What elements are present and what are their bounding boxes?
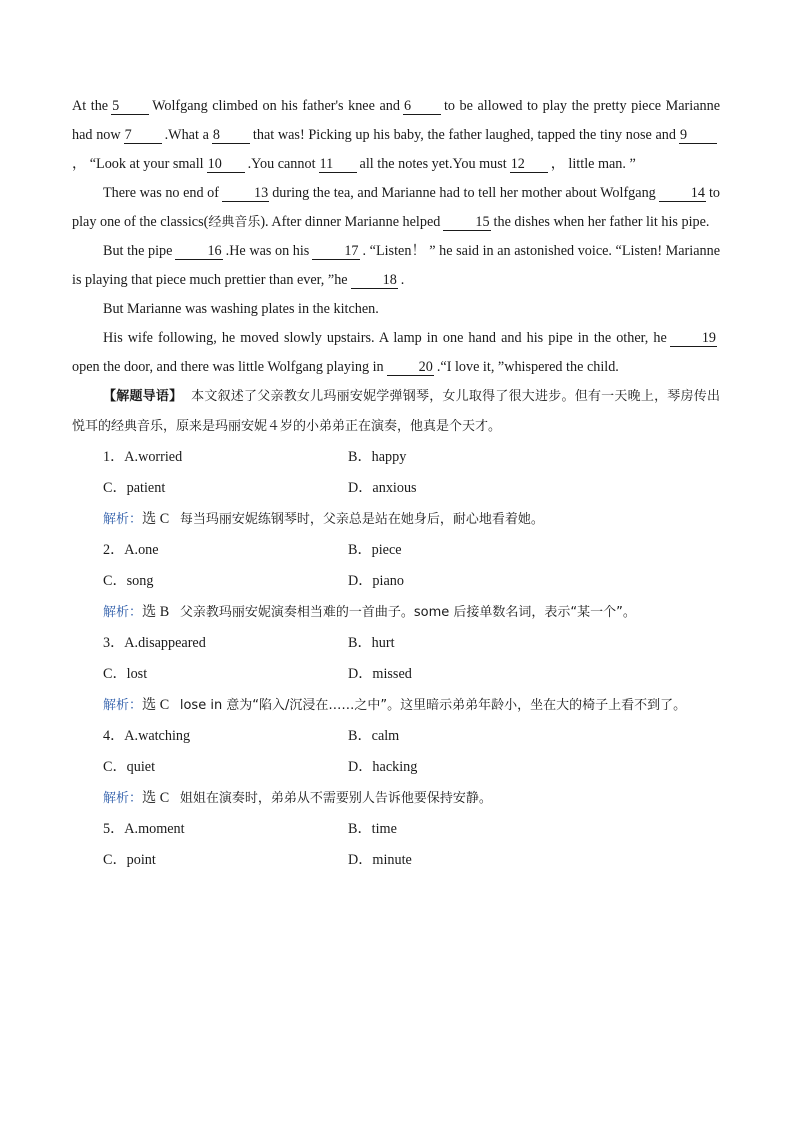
options-row [72,628,720,659]
passage-paragraph-5 [72,324,720,382]
answer-explanation [72,597,720,628]
page-content [72,92,720,876]
answer-explanation [72,783,720,814]
options-row [72,535,720,566]
options-row [72,442,720,473]
option-d[interactable]: D．piano [348,573,404,589]
text: .What a [164,127,209,143]
blank-5: 5 [111,99,149,115]
answer-label: 解析： [103,512,143,527]
text: Wolfgang climbed on his father's knee and [152,98,400,114]
blank-14: 14 [659,186,706,202]
text: ， “Look at your small [72,156,204,172]
options-row [72,659,720,690]
answer-explanation [72,690,720,721]
blank-17: 17 [312,244,359,260]
blank-9: 9 [679,128,717,144]
answer-label: 解析： [103,698,143,713]
option-d[interactable]: D．minute [348,852,412,868]
text: But Marianne was washing plates in the kitchen. [103,301,379,317]
blank-16: 16 [175,244,222,260]
answer-explanation [72,504,720,535]
guide-label: 【解题导语】 [103,389,183,404]
options-row [72,473,720,504]
text: But the pipe [103,243,173,259]
option-a[interactable]: 3．A.disappeared [103,635,206,651]
text: open the door, and there was little Wolfgang playing in [72,359,384,375]
options-row [72,752,720,783]
answer-choice: 选 B [142,604,170,620]
text: At the [72,98,109,114]
blank-19: 19 [670,331,717,347]
options-row [72,845,720,876]
text: all the notes yet.You must [359,156,507,172]
blank-10: 10 [207,157,245,173]
guide-text: 本文叙述了父亲教女儿玛丽安妮学弹钢琴，女儿取得了很大进步。但有一天晚上，琴房传出悦耳的经典音乐，原来是玛丽安妮４岁的小弟弟正在演奏，他真是个天才。 [72,389,720,434]
option-a[interactable]: 4．A.watching [103,728,191,744]
passage-paragraph-2 [72,179,720,237]
text: ， little man. ” [550,156,636,172]
text: . “Listen！ ” he said in an astonished voice. “Listen! Marianne is playing that piece much prettier than ever, ”he [72,243,720,288]
option-b[interactable]: B．hurt [348,635,395,651]
option-b[interactable]: B．happy [348,449,407,465]
text: There was no end of [103,185,219,201]
text: to play one of the classics( [72,185,720,230]
option-b[interactable]: B．piece [348,542,402,558]
blank-12: 12 [510,157,548,173]
text: during the tea, and Marianne had to tell her mother about Wolfgang [272,185,656,201]
option-a[interactable]: 5．A.moment [103,821,185,837]
question-5 [72,814,720,876]
option-b[interactable]: B．time [348,821,397,837]
option-a[interactable]: 1．A.worried [103,449,183,465]
text: the dishes when her father lit his pipe. [493,214,710,230]
blank-20: 20 [387,360,434,376]
answer-choice: 选 C [142,697,170,713]
question-3 [72,628,720,721]
blank-11: 11 [319,157,357,173]
blank-15: 15 [443,215,490,231]
answer-choice: 选 C [142,790,170,806]
text: .He was on his [225,243,310,259]
text: . [400,272,405,288]
answer-text: 每当玛丽安妮练钢琴时，父亲总是站在她身后，耐心地看着她。 [179,512,544,527]
question-4 [72,721,720,814]
option-a[interactable]: 2．A.one [103,542,159,558]
passage-paragraph-4 [72,295,720,324]
blank-13: 13 [222,186,269,202]
passage-paragraph-3 [72,237,720,295]
question-2 [72,535,720,628]
text: His wife following, he moved slowly upstairs. A lamp in one hand and his pipe in the other, he [103,330,667,346]
option-c[interactable]: C．lost [103,666,148,682]
options-row [72,566,720,597]
option-d[interactable]: D．missed [348,666,412,682]
option-d[interactable]: D．hacking [348,759,418,775]
options-row [72,814,720,845]
text: .“I love it, ”whispered the child. [436,359,619,375]
text: ). After dinner Marianne helped [260,214,441,230]
option-b[interactable]: B．calm [348,728,400,744]
option-c[interactable]: C．patient [103,480,166,496]
answer-label: 解析： [103,605,143,620]
answer-text: lose in 意为“陷入/沉浸在……之中”。这里暗示弟弟年龄小，坐在大的椅子上看不到了。 [179,698,687,713]
blank-18: 18 [351,273,398,289]
text: .You cannot [247,156,316,172]
option-c[interactable]: C．quiet [103,759,156,775]
blank-7: 7 [124,128,162,144]
option-c[interactable]: C．song [103,573,154,589]
option-c[interactable]: C．point [103,852,156,868]
text: to be allowed to play the pretty piece Marianne had now [72,98,720,143]
answer-text: 父亲教玛丽安妮演奏相当难的一首曲子。some 后接单数名词，表示“某一个”。 [179,605,636,620]
answer-text: 姐姐在演奏时，弟弟从不需要别人告诉他要保持安静。 [179,791,492,806]
guide-paragraph [72,382,720,442]
text: that was! Picking up his baby, the father laughed, tapped the tiny nose and [252,127,676,143]
option-d[interactable]: D．anxious [348,480,417,496]
options-row [72,721,720,752]
blank-6: 6 [403,99,441,115]
blank-8: 8 [212,128,250,144]
answer-label: 解析： [103,791,143,806]
chinese-gloss: 经典音乐 [208,215,261,230]
answer-choice: 选 C [142,511,170,527]
question-1 [72,442,720,535]
passage-paragraph-1 [72,92,720,179]
